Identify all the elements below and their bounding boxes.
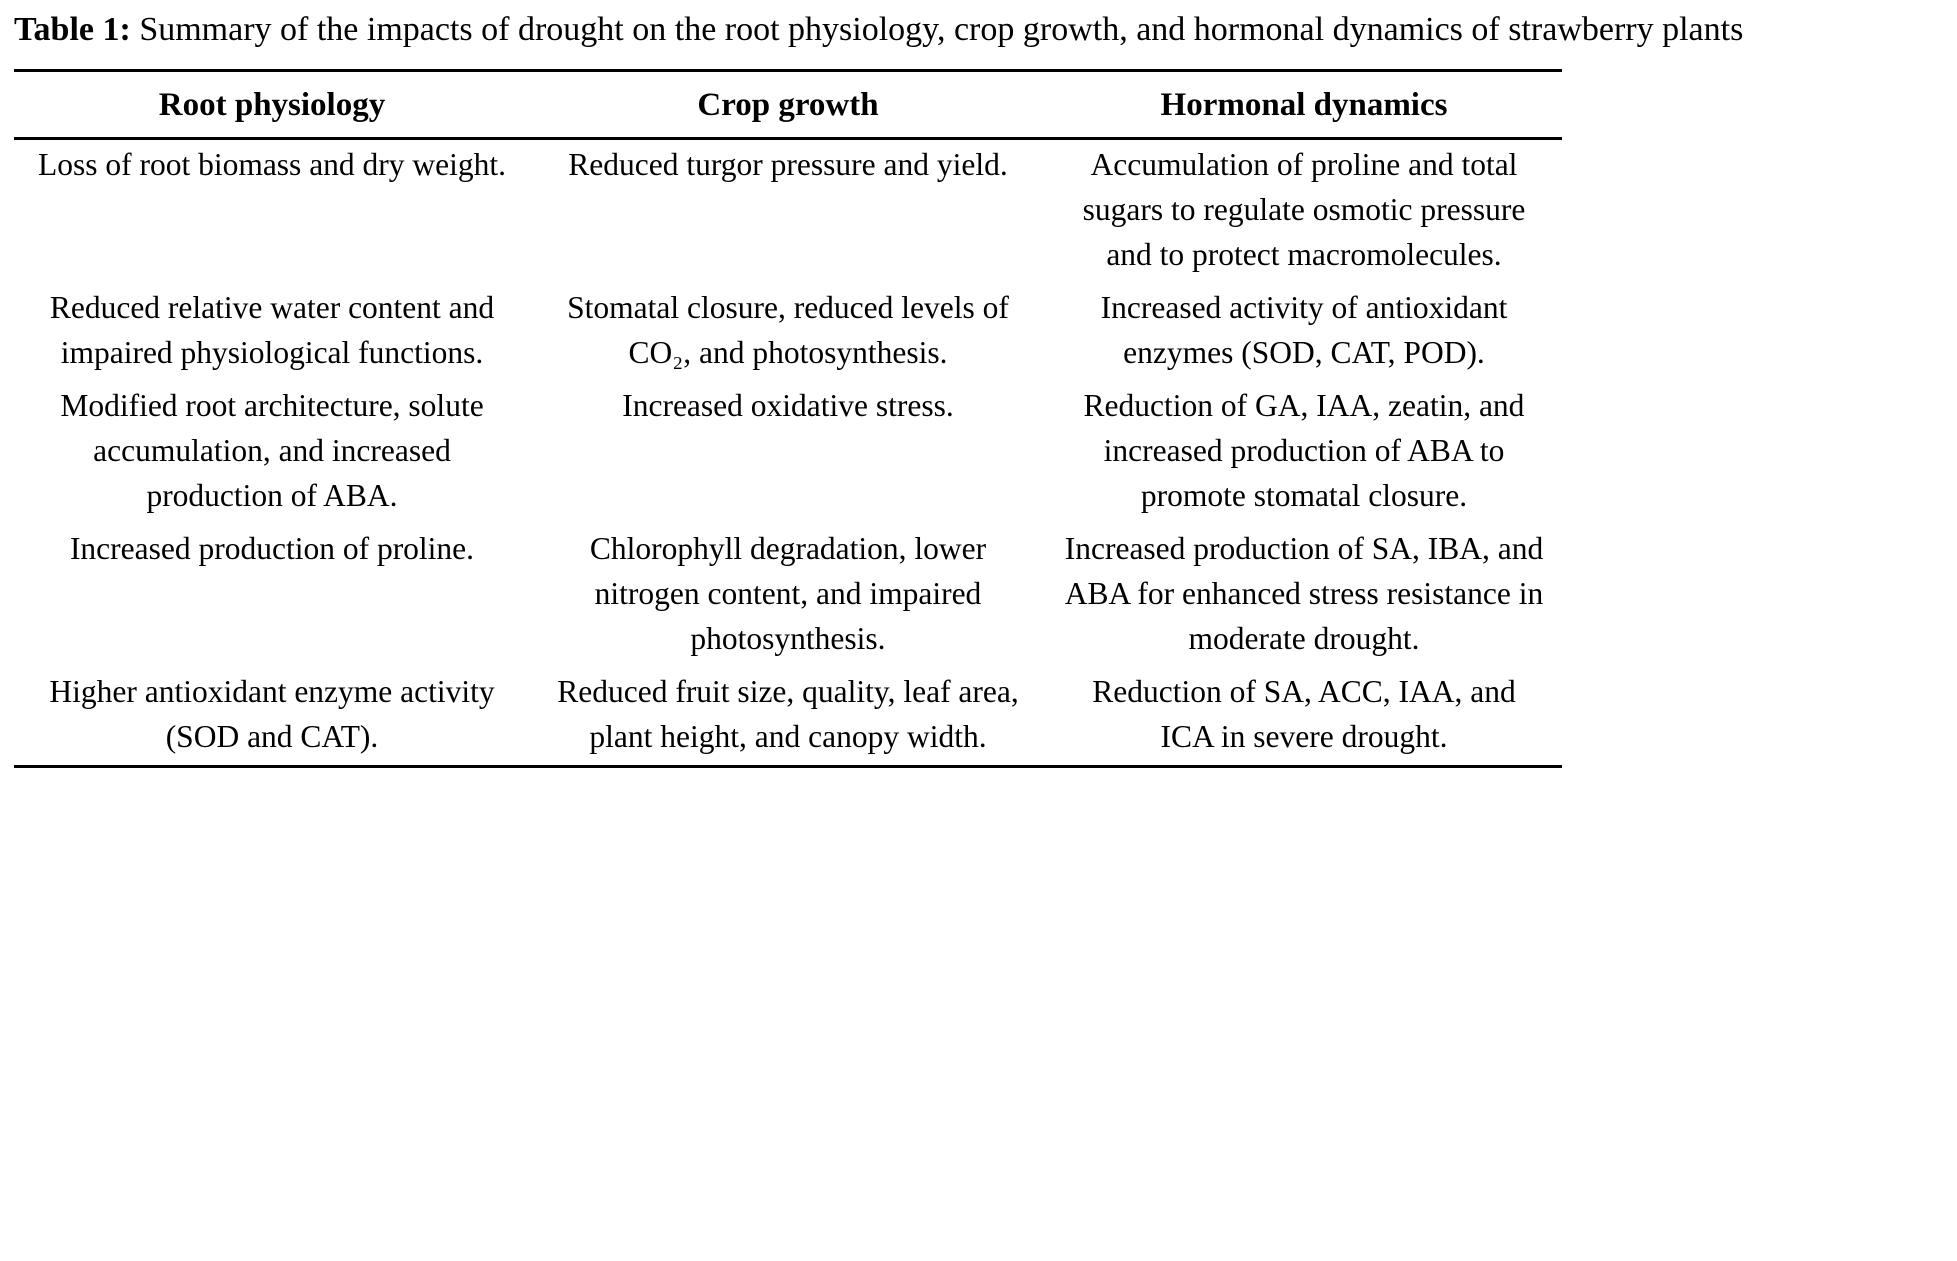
cell-crop-growth: Increased oxidative stress. <box>622 388 954 424</box>
cell-crop-growth: Reduced fruit size, quality, leaf area, plant height, and canopy width. <box>557 674 1019 755</box>
cell-root-physiology: Reduced relative water content and impaired physiological functions. <box>49 290 495 371</box>
table-row <box>14 140 1562 283</box>
cell-root-physiology: Higher antioxidant enzyme activity (SOD and CAT). <box>49 674 495 755</box>
cell-hormonal-dynamics: Reduction of GA, IAA, zeatin, and increased production of ABA to promote stomatal closure. <box>1083 388 1525 514</box>
header-hormonal-dynamics: Hormonal dynamics <box>1160 86 1448 123</box>
cell-hormonal-dynamics: Increased activity of antioxidant enzymes (SOD, CAT, POD). <box>1100 290 1508 371</box>
cell-crop-growth: Reduced turgor pressure and yield. <box>568 147 1008 183</box>
cell-root-physiology: Increased production of proline. <box>69 531 475 567</box>
cell-crop-growth: Chlorophyll degradation, lower nitrogen content, and impaired photosynthesis. <box>589 531 987 657</box>
cell-root-physiology: Loss of root biomass and dry weight. <box>37 147 507 183</box>
table-row <box>14 381 1562 524</box>
table-caption <box>14 8 1904 53</box>
cell-hormonal-dynamics: Accumulation of proline and total sugars to regulate osmotic pressure and to protect macromolecules. <box>1082 147 1526 273</box>
table-caption-label: Table 1: <box>14 11 131 48</box>
table-row <box>14 667 1562 765</box>
cell-hormonal-dynamics: Reduction of SA, ACC, IAA, and ICA in severe drought. <box>1092 674 1516 755</box>
table-caption-text: Summary of the impacts of drought on the root physiology, crop growth, and hormonal dynamics of strawberry plants <box>139 11 1744 48</box>
table-header-row <box>14 72 1562 140</box>
summary-table <box>14 69 1562 769</box>
table-row <box>14 524 1562 667</box>
cell-hormonal-dynamics: Increased production of SA, IBA, and ABA for enhanced stress resistance in moderate drought. <box>1064 531 1544 657</box>
header-crop-growth: Crop growth <box>697 86 879 123</box>
cell-root-physiology: Modified root architecture, solute accumulation, and increased production of ABA. <box>60 388 484 514</box>
cell-crop-growth: Stomatal closure, reduced levels of CO₂, and photosynthesis. <box>567 290 1009 371</box>
table-row <box>14 283 1562 381</box>
header-root-physiology: Root physiology <box>158 86 386 123</box>
